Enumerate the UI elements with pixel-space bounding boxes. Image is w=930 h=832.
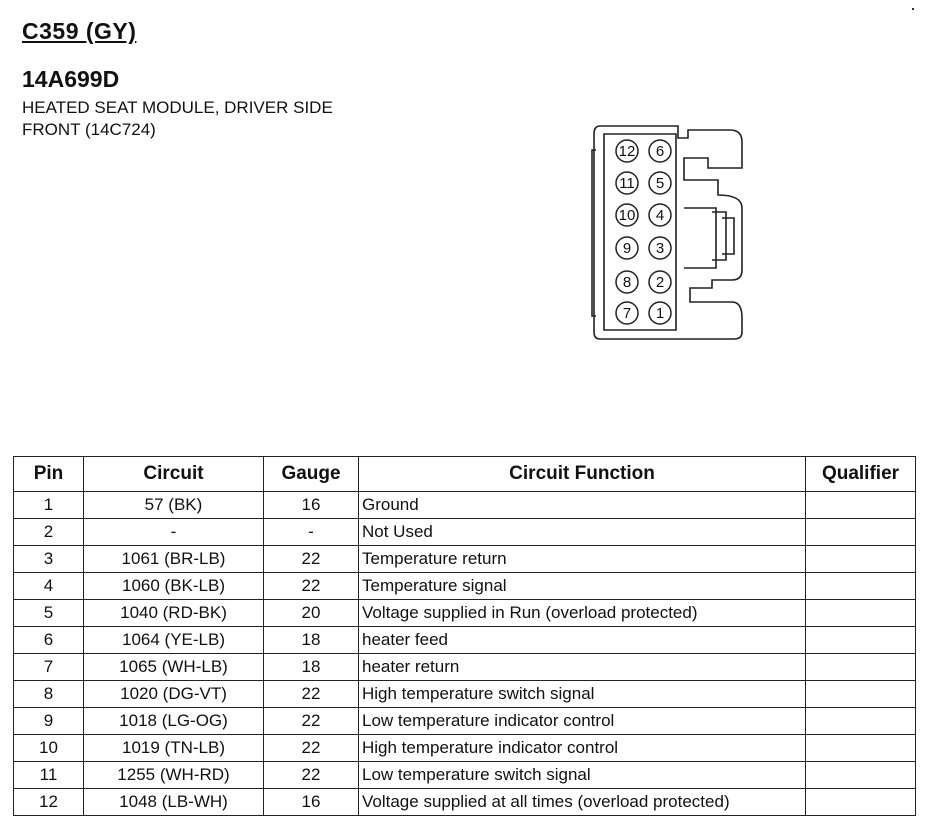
circuit-cell: 1040 (RD-BK) xyxy=(84,600,264,627)
pin-grid xyxy=(616,140,671,324)
gauge-cell: 16 xyxy=(264,492,359,519)
pin-cell: 7 xyxy=(14,654,84,681)
pin-label: 12 xyxy=(618,143,636,160)
circuit-cell: 1020 (DG-VT) xyxy=(84,681,264,708)
gauge-cell: - xyxy=(264,519,359,546)
circuit-cell: 1048 (LB-WH) xyxy=(84,789,264,816)
table-row xyxy=(14,627,916,654)
table-row xyxy=(14,789,916,816)
gauge-cell: 22 xyxy=(264,708,359,735)
function-cell: Ground xyxy=(359,492,806,519)
gauge-cell: 22 xyxy=(264,681,359,708)
connector-face-diagram xyxy=(590,120,750,345)
qualifier-cell xyxy=(806,762,916,789)
qualifier-cell xyxy=(806,600,916,627)
function-cell: Voltage supplied in Run (overload protected) xyxy=(359,600,806,627)
circuit-cell: 1019 (TN-LB) xyxy=(84,735,264,762)
part-number-heading: 14A699D xyxy=(22,66,120,92)
function-cell: heater return xyxy=(359,654,806,681)
connector-latch-detail xyxy=(684,208,716,268)
gauge-cell: 22 xyxy=(264,546,359,573)
pin-label: 1 xyxy=(655,305,665,322)
table-row xyxy=(14,654,916,681)
circuit-cell: 1061 (BR-LB) xyxy=(84,546,264,573)
pin-label: 7 xyxy=(622,305,632,322)
qualifier-cell xyxy=(806,789,916,816)
pin-label: 4 xyxy=(655,207,665,224)
circuit-cell: - xyxy=(84,519,264,546)
gauge-cell: 22 xyxy=(264,735,359,762)
module-description-line1: HEATED SEAT MODULE, DRIVER SIDE xyxy=(22,98,333,117)
function-cell: Low temperature switch signal xyxy=(359,762,806,789)
gauge-cell: 16 xyxy=(264,789,359,816)
connector-id-heading: C359 (GY) xyxy=(22,18,137,44)
gauge-cell: 18 xyxy=(264,654,359,681)
function-cell: High temperature indicator control xyxy=(359,735,806,762)
table-row xyxy=(14,573,916,600)
pin-label: 6 xyxy=(655,143,665,160)
circuit-cell: 57 (BK) xyxy=(84,492,264,519)
column-header-function: Circuit Function xyxy=(359,457,806,492)
qualifier-cell xyxy=(806,627,916,654)
corner-speck xyxy=(912,8,914,10)
function-cell: heater feed xyxy=(359,627,806,654)
circuit-cell: 1255 (WH-RD) xyxy=(84,762,264,789)
table-row xyxy=(14,708,916,735)
pin-cell: 8 xyxy=(14,681,84,708)
function-cell: High temperature switch signal xyxy=(359,681,806,708)
pin-cell: 1 xyxy=(14,492,84,519)
pin-cell: 12 xyxy=(14,789,84,816)
pin-label: 11 xyxy=(619,175,635,192)
table-row xyxy=(14,600,916,627)
pin-label: 9 xyxy=(622,240,632,257)
table-row xyxy=(14,519,916,546)
qualifier-cell xyxy=(806,546,916,573)
qualifier-cell xyxy=(806,654,916,681)
circuit-cell: 1065 (WH-LB) xyxy=(84,654,264,681)
table-row xyxy=(14,546,916,573)
table-row xyxy=(14,762,916,789)
pin-cell: 11 xyxy=(14,762,84,789)
pin-cell: 4 xyxy=(14,573,84,600)
pin-label: 10 xyxy=(618,207,636,224)
table-row xyxy=(14,681,916,708)
function-cell: Temperature return xyxy=(359,546,806,573)
function-cell: Not Used xyxy=(359,519,806,546)
pin-cell: 9 xyxy=(14,708,84,735)
pinout-table xyxy=(13,456,916,816)
column-header-qualifier: Qualifier xyxy=(806,457,916,492)
pin-label: 5 xyxy=(655,175,665,192)
qualifier-cell xyxy=(806,519,916,546)
connector-cavity-outline xyxy=(604,134,676,330)
pin-cell: 10 xyxy=(14,735,84,762)
circuit-cell: 1064 (YE-LB) xyxy=(84,627,264,654)
gauge-cell: 20 xyxy=(264,600,359,627)
qualifier-cell xyxy=(806,681,916,708)
pin-cell: 5 xyxy=(14,600,84,627)
qualifier-cell xyxy=(806,708,916,735)
pin-cell: 2 xyxy=(14,519,84,546)
pin-label: 2 xyxy=(655,274,665,291)
column-header-circuit: Circuit xyxy=(84,457,264,492)
function-cell: Temperature signal xyxy=(359,573,806,600)
pin-label: 8 xyxy=(622,274,632,291)
table-row xyxy=(14,492,916,519)
qualifier-cell xyxy=(806,735,916,762)
function-cell: Voltage supplied at all times (overload protected) xyxy=(359,789,806,816)
pin-label: 3 xyxy=(655,240,665,257)
pin-cell: 3 xyxy=(14,546,84,573)
gauge-cell: 18 xyxy=(264,627,359,654)
column-header-gauge: Gauge xyxy=(264,457,359,492)
gauge-cell: 22 xyxy=(264,573,359,600)
table-row xyxy=(14,735,916,762)
circuit-cell: 1060 (BK-LB) xyxy=(84,573,264,600)
circuit-cell: 1018 (LG-OG) xyxy=(84,708,264,735)
module-description-line2: FRONT (14C724) xyxy=(22,120,156,139)
qualifier-cell xyxy=(806,573,916,600)
column-header-pin: Pin xyxy=(14,457,84,492)
table-header-row xyxy=(14,457,916,492)
gauge-cell: 22 xyxy=(264,762,359,789)
function-cell: Low temperature indicator control xyxy=(359,708,806,735)
qualifier-cell xyxy=(806,492,916,519)
pin-cell: 6 xyxy=(14,627,84,654)
